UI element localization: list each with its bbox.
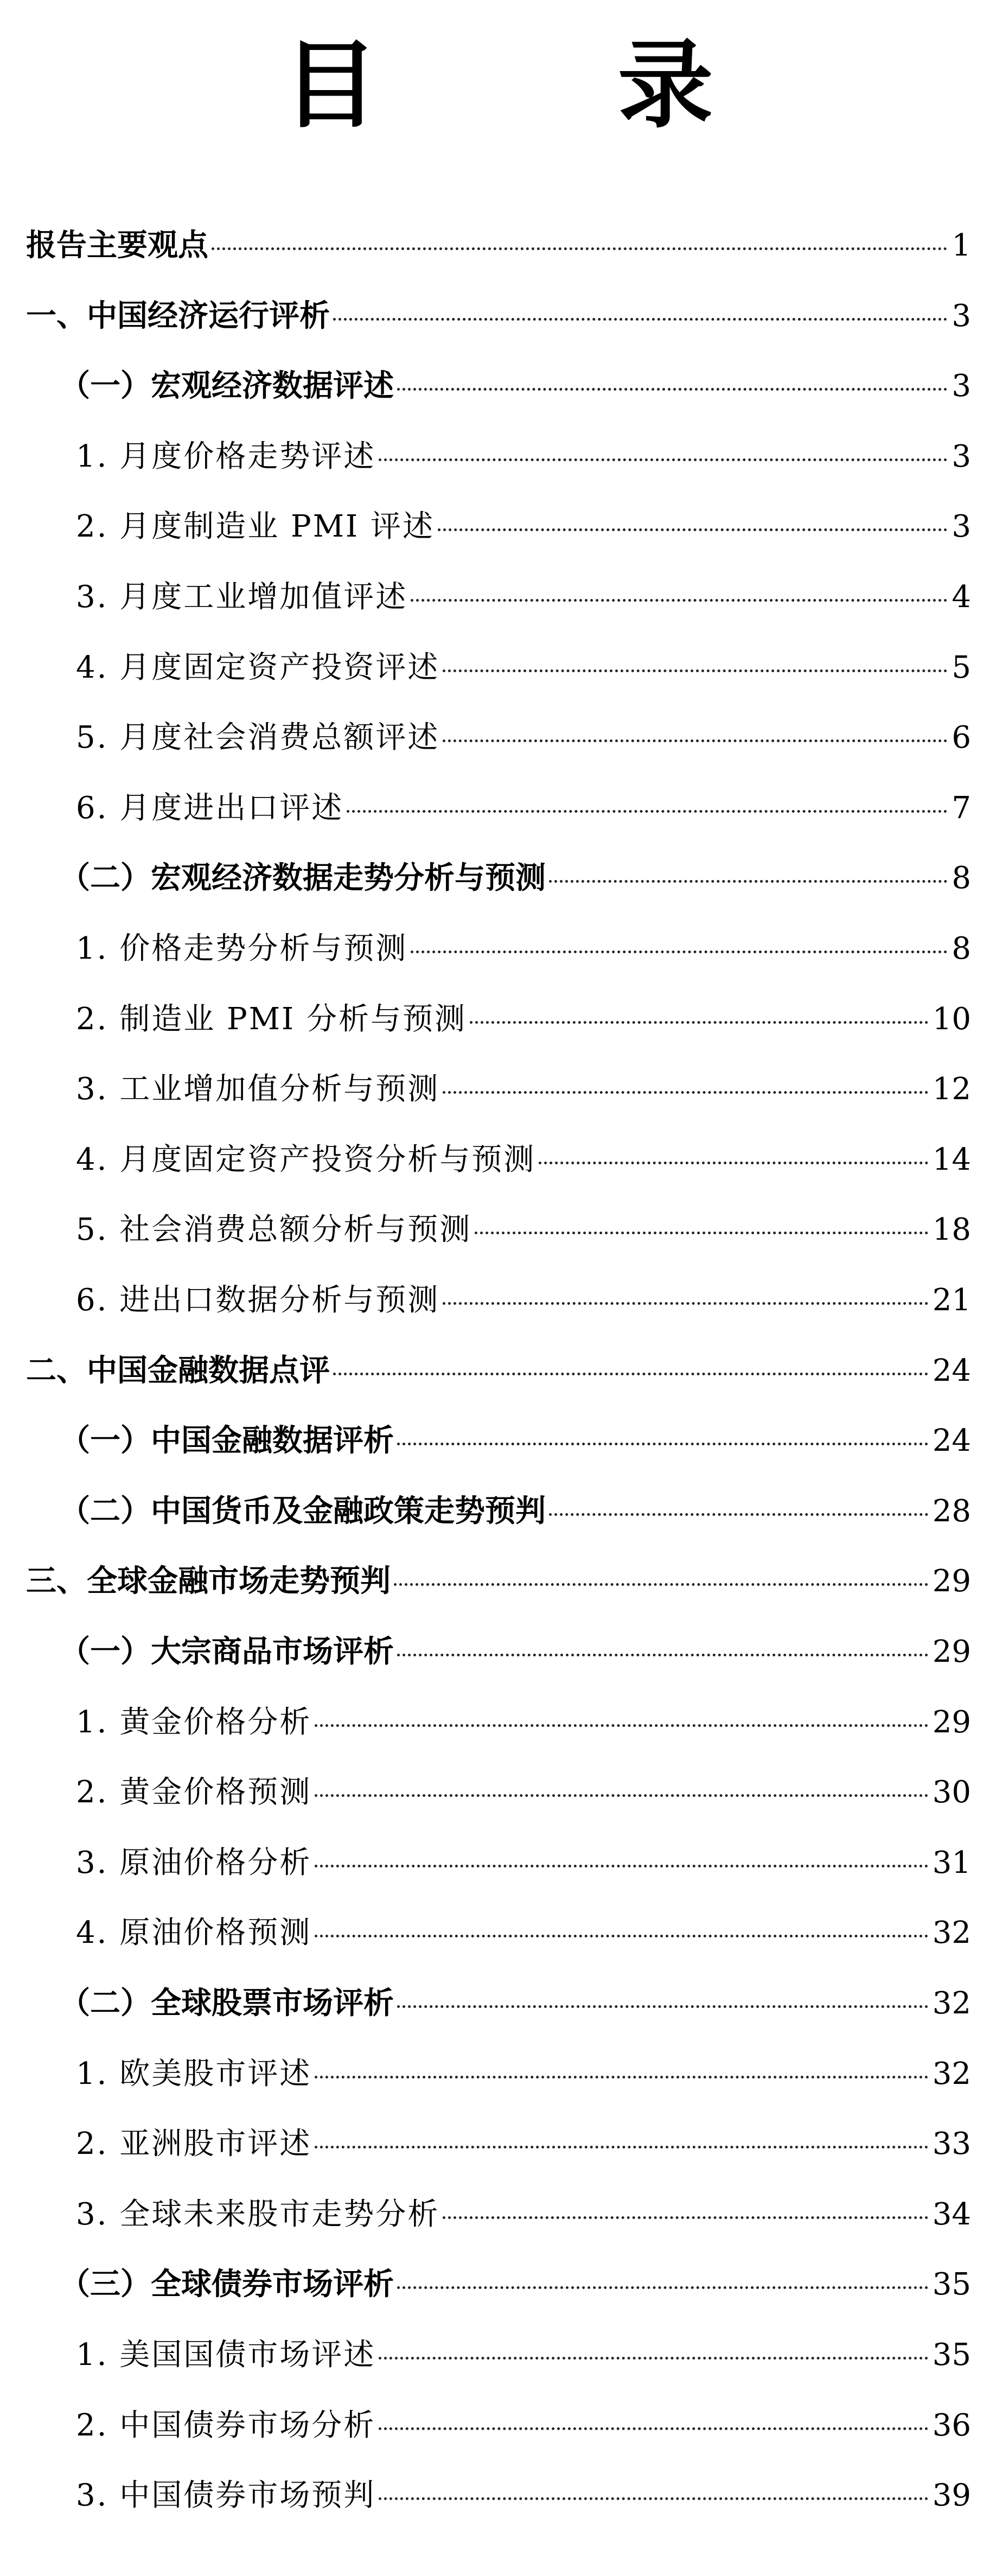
toc-page-number: 3 bbox=[952, 368, 971, 404]
toc-entry-label: 三、全球金融市场走势预判 bbox=[26, 1564, 391, 1599]
toc-entry-label: 1. 黄金价格分析 bbox=[76, 1705, 312, 1740]
toc-page-number: 18 bbox=[932, 1212, 971, 1247]
toc-entry-label: 3. 全球未来股市走势分析 bbox=[76, 2197, 440, 2232]
toc-entry[interactable] bbox=[26, 290, 971, 342]
toc-entry-label: 4. 原油价格预测 bbox=[76, 1915, 312, 1950]
toc-entry-label: 3. 月度工业增加值评述 bbox=[76, 579, 408, 615]
toc-dot-leader bbox=[549, 880, 947, 883]
toc-page-number: 10 bbox=[932, 1002, 971, 1037]
toc-entry-label: （三）全球债券市场评析 bbox=[60, 2267, 394, 2302]
page-title: 目 录 bbox=[283, 30, 816, 141]
toc-page-number: 7 bbox=[952, 790, 971, 826]
toc-entry-label: 6. 月度进出口评述 bbox=[76, 790, 344, 826]
toc-page-number: 4 bbox=[952, 579, 971, 615]
toc-entry-label: 5. 月度社会消费总额评述 bbox=[76, 720, 440, 755]
toc-entry[interactable] bbox=[26, 2470, 971, 2522]
toc-dot-leader bbox=[397, 2286, 928, 2289]
toc-page-number: 28 bbox=[932, 1494, 971, 1529]
toc-entry[interactable] bbox=[26, 1345, 971, 1397]
toc-page-number: 8 bbox=[952, 860, 971, 896]
toc-entry[interactable] bbox=[26, 1697, 971, 1749]
toc-entry[interactable] bbox=[26, 1907, 971, 1959]
toc-dot-leader bbox=[315, 1935, 928, 1937]
toc-entry-label: （二）全球股票市场评析 bbox=[60, 1986, 394, 2021]
toc-page-number: 32 bbox=[932, 2056, 971, 2092]
toc-dot-leader bbox=[315, 2146, 928, 2148]
toc-dot-leader bbox=[475, 1232, 928, 1234]
toc-entry-label: 二、中国金融数据点评 bbox=[26, 1353, 330, 1388]
toc-page-number: 5 bbox=[952, 650, 971, 685]
toc-entry-label: 2. 黄金价格预测 bbox=[76, 1775, 312, 1810]
toc-entry-label: 1. 美国国债市场评述 bbox=[76, 2337, 376, 2373]
toc-entry-label: （一）宏观经济数据评述 bbox=[60, 368, 394, 404]
toc-page-number: 29 bbox=[932, 1634, 971, 1669]
toc-entry[interactable] bbox=[26, 1555, 971, 1608]
toc-page-number: 33 bbox=[932, 2126, 971, 2161]
toc-dot-leader bbox=[397, 388, 947, 391]
toc-entry-label: 2. 月度制造业 PMI 评述 bbox=[76, 509, 435, 544]
toc-entry-label: 1. 月度价格走势评述 bbox=[76, 439, 376, 474]
toc-dot-leader bbox=[470, 1021, 928, 1024]
toc-entry[interactable] bbox=[26, 712, 971, 764]
toc-entry[interactable] bbox=[26, 571, 971, 623]
toc-entry[interactable] bbox=[26, 2048, 971, 2100]
toc-page-number: 24 bbox=[932, 1353, 971, 1388]
toc-page-number: 3 bbox=[952, 509, 971, 544]
toc-page-number: 21 bbox=[932, 1283, 971, 1318]
toc-entry-label: 3. 原油价格分析 bbox=[76, 1845, 312, 1880]
toc-dot-leader bbox=[212, 247, 947, 250]
toc-page-number: 14 bbox=[932, 1142, 971, 1177]
toc-page-number: 3 bbox=[952, 298, 971, 334]
toc-page-number: 1 bbox=[952, 228, 971, 263]
toc-dot-leader bbox=[397, 1443, 928, 1445]
toc-entry[interactable] bbox=[26, 2329, 971, 2381]
toc-page-number: 6 bbox=[952, 720, 971, 755]
toc-entry-label: （二）宏观经济数据走势分析与预测 bbox=[60, 860, 546, 896]
toc-page-number: 32 bbox=[932, 1986, 971, 2021]
toc-entry[interactable] bbox=[26, 923, 971, 975]
toc-entry[interactable] bbox=[26, 501, 971, 553]
toc-page-number: 35 bbox=[932, 2267, 971, 2302]
toc-entry[interactable] bbox=[26, 1134, 971, 1186]
toc-page-number: 35 bbox=[932, 2337, 971, 2373]
toc-entry[interactable] bbox=[26, 2189, 971, 2241]
toc-dot-leader bbox=[315, 1724, 928, 1727]
toc-page-number: 36 bbox=[932, 2408, 971, 2443]
toc-entry-label: 1. 价格走势分析与预测 bbox=[76, 931, 408, 966]
toc-entry[interactable] bbox=[26, 1978, 971, 2030]
toc-page-number: 34 bbox=[932, 2197, 971, 2232]
toc-entry[interactable] bbox=[26, 2259, 971, 2311]
toc-entry-label: 3. 工业增加值分析与预测 bbox=[76, 1072, 440, 1107]
toc-entry[interactable] bbox=[26, 431, 971, 483]
toc-page-number: 8 bbox=[952, 931, 971, 966]
toc-dot-leader bbox=[411, 599, 947, 602]
toc-dot-leader bbox=[379, 2497, 928, 2500]
toc-entry[interactable] bbox=[26, 642, 971, 694]
toc-dot-leader bbox=[443, 669, 947, 672]
toc-entry-label: （二）中国货币及金融政策走势预判 bbox=[60, 1494, 546, 1529]
toc-dot-leader bbox=[443, 2216, 928, 2219]
toc-entry[interactable] bbox=[26, 2118, 971, 2170]
toc-dot-leader bbox=[394, 1583, 928, 1586]
toc-dot-leader bbox=[443, 1091, 928, 1094]
toc-dot-leader bbox=[347, 810, 947, 813]
toc-entry-label: 4. 月度固定资产投资评述 bbox=[76, 650, 440, 685]
toc-dot-leader bbox=[411, 951, 947, 953]
toc-entry[interactable] bbox=[26, 1485, 971, 1538]
toc-dot-leader bbox=[333, 1373, 928, 1375]
toc-entry[interactable] bbox=[26, 220, 971, 272]
toc-entry-label: 4. 月度固定资产投资分析与预测 bbox=[76, 1142, 536, 1177]
toc-page-number: 29 bbox=[932, 1705, 971, 1740]
toc-dot-leader bbox=[397, 2005, 928, 2008]
toc-dot-leader bbox=[315, 1865, 928, 1867]
toc-entry[interactable] bbox=[26, 1837, 971, 1889]
toc-page-number: 3 bbox=[952, 439, 971, 474]
toc-page-number: 39 bbox=[932, 2478, 971, 2513]
toc-entry[interactable] bbox=[26, 1274, 971, 1327]
toc-page-number: 31 bbox=[932, 1845, 971, 1880]
toc-dot-leader bbox=[315, 1794, 928, 1797]
toc-entry-label: 3. 中国债券市场预判 bbox=[76, 2478, 376, 2513]
toc-dot-leader bbox=[539, 1162, 928, 1164]
toc-entry[interactable] bbox=[26, 1415, 971, 1467]
toc-dot-leader bbox=[379, 2427, 928, 2430]
toc-entry-label: 一、中国经济运行评析 bbox=[26, 298, 330, 334]
toc-entry[interactable] bbox=[26, 1063, 971, 1115]
toc-entry-label: （一）中国金融数据评析 bbox=[60, 1423, 394, 1458]
toc-entry[interactable] bbox=[26, 1204, 971, 1256]
toc-entry-label: 报告主要观点 bbox=[26, 228, 208, 263]
toc-page-number: 30 bbox=[932, 1775, 971, 1810]
toc-entry[interactable] bbox=[26, 782, 971, 834]
toc-entry-label: （一）大宗商品市场评析 bbox=[60, 1634, 394, 1669]
toc-dot-leader bbox=[333, 318, 947, 321]
toc-dot-leader bbox=[549, 1513, 928, 1516]
toc-dot-leader bbox=[379, 458, 947, 461]
toc-page-number: 24 bbox=[932, 1423, 971, 1458]
toc-entry[interactable] bbox=[26, 360, 971, 412]
toc-entry[interactable] bbox=[26, 993, 971, 1045]
toc-dot-leader bbox=[443, 1302, 928, 1305]
toc-entry[interactable] bbox=[26, 1767, 971, 1819]
toc-entry[interactable] bbox=[26, 852, 971, 904]
toc-entry[interactable] bbox=[26, 1626, 971, 1678]
toc-dot-leader bbox=[443, 739, 947, 742]
toc-dot-leader bbox=[315, 2076, 928, 2078]
toc-entry[interactable] bbox=[26, 2400, 971, 2452]
toc-entry-label: 6. 进出口数据分析与预测 bbox=[76, 1283, 440, 1318]
toc-dot-leader bbox=[397, 1654, 928, 1656]
toc-page-number: 12 bbox=[932, 1072, 971, 1107]
toc-entry-label: 2. 亚洲股市评述 bbox=[76, 2126, 312, 2161]
toc-page-number: 29 bbox=[932, 1564, 971, 1599]
toc-dot-leader bbox=[379, 2357, 928, 2360]
toc-entry-label: 1. 欧美股市评述 bbox=[76, 2056, 312, 2092]
toc-dot-leader bbox=[438, 528, 947, 531]
toc-entry-label: 2. 制造业 PMI 分析与预测 bbox=[76, 1002, 467, 1037]
toc-entry-label: 5. 社会消费总额分析与预测 bbox=[76, 1212, 472, 1247]
toc-page-number: 32 bbox=[932, 1915, 971, 1950]
toc-entry-label: 2. 中国债券市场分析 bbox=[76, 2408, 376, 2443]
